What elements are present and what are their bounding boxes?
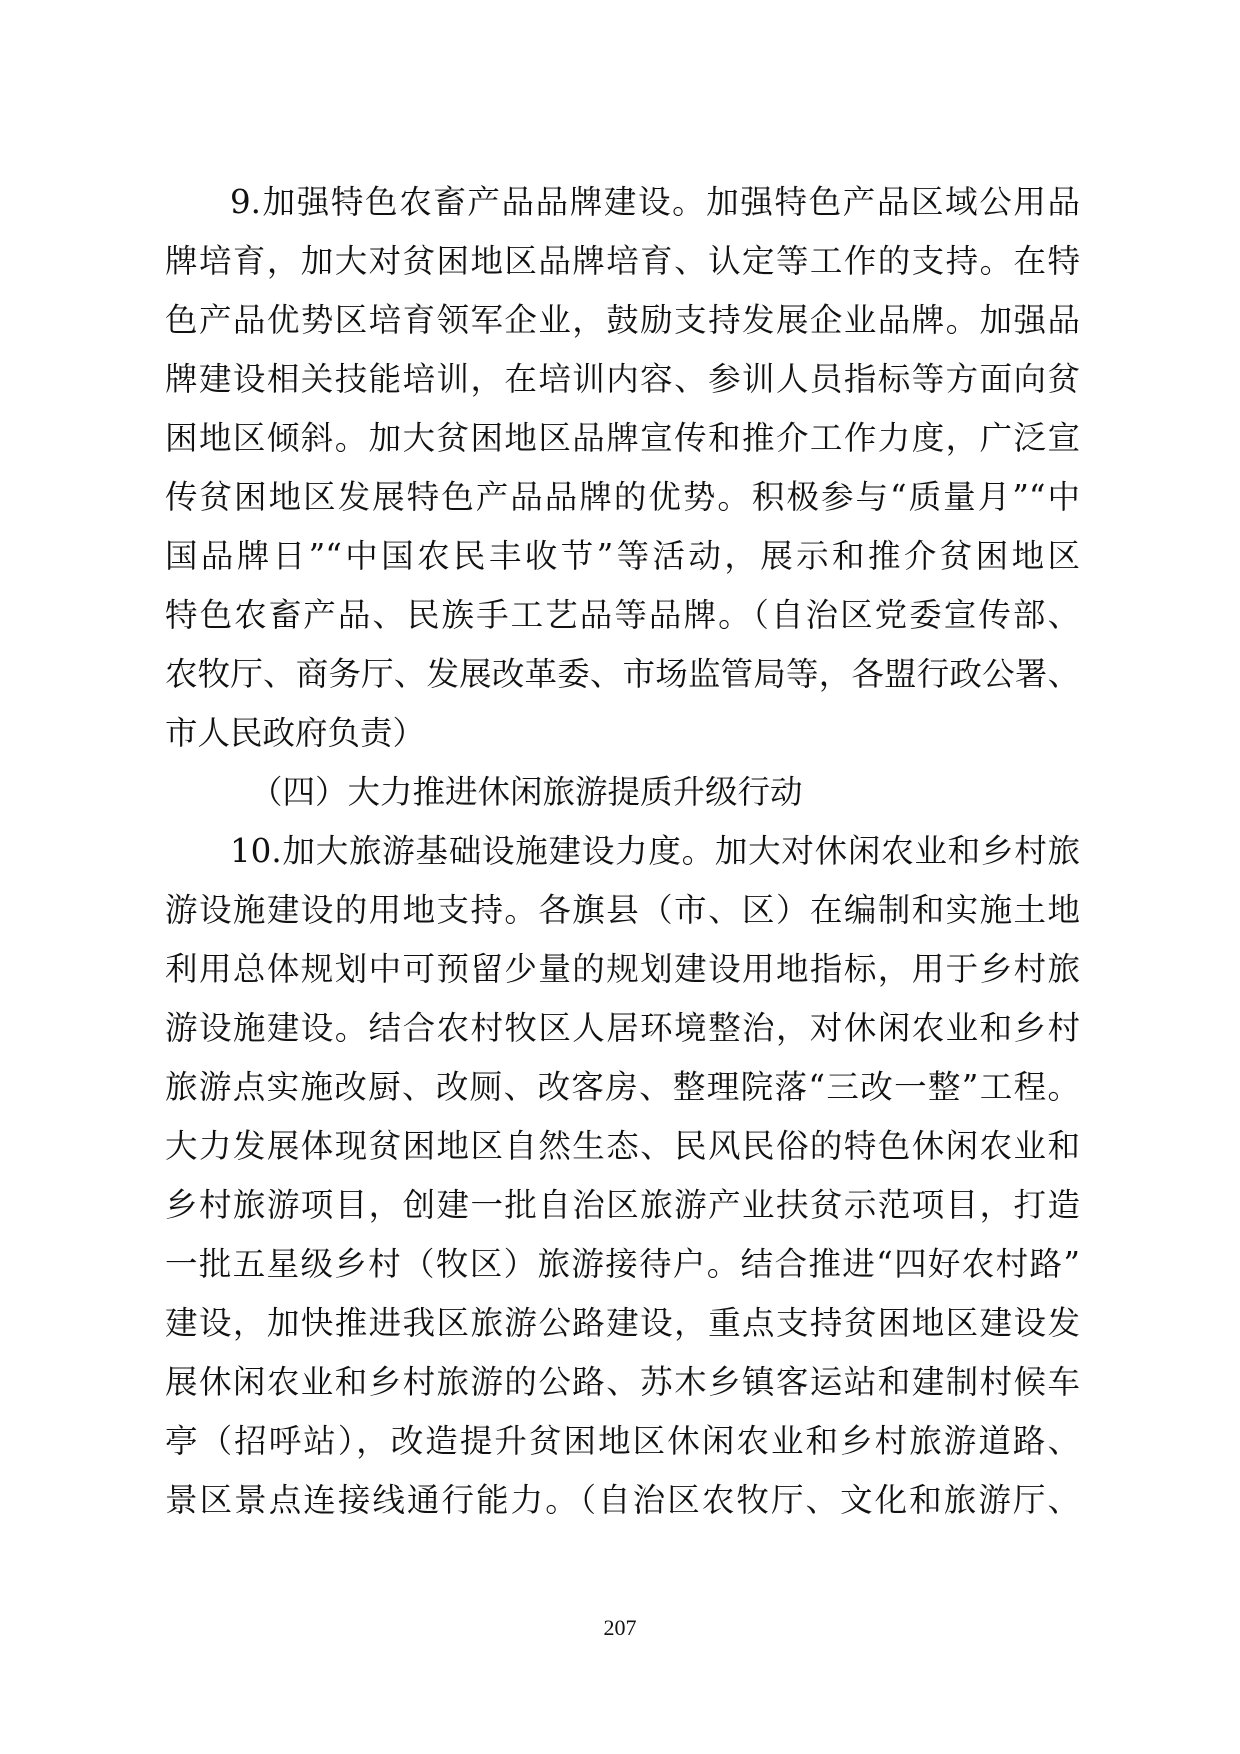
paragraph-line: 游设施建设。结合农村牧区人居环境整治，对休闲农业和乡村	[165, 1009, 1080, 1047]
paragraph-line: 农牧厅、商务厅、发展改革委、市场监管局等，各盟行政公署、	[165, 655, 1080, 693]
paragraph-line: 困地区倾斜。加大贫困地区品牌宣传和推介工作力度，广泛宣	[165, 419, 1080, 457]
paragraph-10	[165, 822, 1080, 1530]
paragraph-line: 一批五星级乡村（牧区）旅游接待户。结合推进“四好农村路”	[165, 1245, 1080, 1283]
paragraph-line: 色产品优势区培育领军企业，鼓励支持发展企业品牌。加强品	[165, 301, 1080, 339]
paragraph-line: 旅游点实施改厨、改厕、改客房、整理院落“三改一整”工程。	[165, 1068, 1080, 1106]
paragraph-line: 乡村旅游项目，创建一批自治区旅游产业扶贫示范项目，打造	[165, 1186, 1080, 1224]
paragraph-line: 牌建设相关技能培训，在培训内容、参训人员指标等方面向贫	[165, 360, 1080, 398]
paragraph-line: 展休闲农业和乡村旅游的公路、苏木乡镇客运站和建制村候车	[165, 1363, 1080, 1401]
paragraph-line: 9.加强特色农畜产品品牌建设。加强特色产品区域公用品	[230, 183, 1080, 221]
paragraph-line: 国品牌日”“中国农民丰收节”等活动，展示和推介贫困地区	[165, 537, 1080, 575]
paragraph-line: 利用总体规划中可预留少量的规划建设用地指标，用于乡村旅	[165, 950, 1080, 988]
paragraph-line: 亭（招呼站），改造提升贫困地区休闲农业和乡村旅游道路、	[165, 1422, 1080, 1460]
paragraph-line: 牌培育，加大对贫困地区品牌培育、认定等工作的支持。在特	[165, 242, 1080, 280]
paragraph-line: 游设施建设的用地支持。各旗县（市、区）在编制和实施土地	[165, 891, 1080, 929]
section-heading: （四）大力推进休闲旅游提质升级行动	[250, 773, 803, 811]
paragraph-9	[165, 173, 1080, 763]
paragraph-line: 10.加大旅游基础设施建设力度。加大对休闲农业和乡村旅	[230, 832, 1080, 870]
document-body	[165, 173, 1080, 1530]
paragraph-line: 特色农畜产品、民族手工艺品等品牌。（自治区党委宣传部、	[165, 596, 1080, 634]
paragraph-line: 传贫困地区发展特色产品品牌的优势。积极参与“质量月”“中	[165, 478, 1080, 516]
paragraph-line: 景区景点连接线通行能力。（自治区农牧厅、文化和旅游厅、	[165, 1481, 1080, 1519]
paragraph-line: 市人民政府负责）	[165, 714, 426, 752]
page-number: 207	[603, 1615, 637, 1640]
paragraph-line: 建设，加快推进我区旅游公路建设，重点支持贫困地区建设发	[165, 1304, 1080, 1342]
paragraph-line: 大力发展体现贫困地区自然生态、民风民俗的特色休闲农业和	[165, 1127, 1080, 1165]
